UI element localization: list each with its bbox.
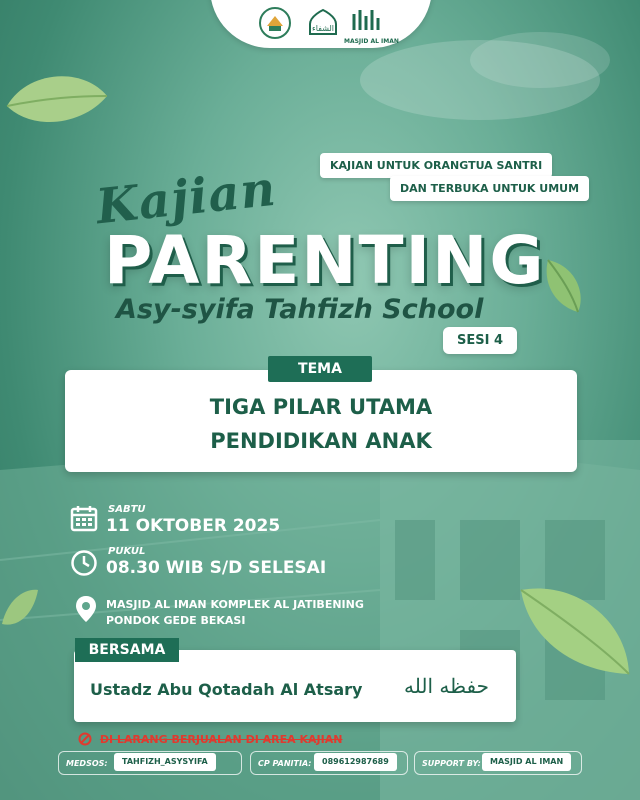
logo-bar bbox=[210, 0, 432, 48]
speaker-name: Ustadz Abu Qotadah Al Atsary bbox=[90, 680, 363, 699]
theme-line-1: TIGA PILAR UTAMA bbox=[209, 395, 433, 419]
masjid-icon bbox=[348, 4, 382, 38]
theme-box bbox=[65, 370, 577, 472]
notice-text: DI LARANG BERJUALAN DI AREA KAJIAN bbox=[99, 733, 343, 746]
crest-icon bbox=[258, 6, 292, 40]
speaker-label: BERSAMA bbox=[75, 638, 179, 662]
notice bbox=[78, 732, 342, 746]
speaker-honorific: حفظه الله bbox=[404, 674, 489, 698]
contact-label: CP PANITIA: bbox=[258, 759, 312, 768]
leaf-icon bbox=[515, 580, 635, 680]
school-subtitle: Asy-syifa Tahfizh School bbox=[116, 294, 484, 325]
script-title: Kajian bbox=[93, 160, 279, 236]
time-label: PUKUL bbox=[108, 546, 146, 557]
leaf-icon bbox=[2, 66, 112, 136]
audience-tag-2: DAN TERBUKA UNTUK UMUM bbox=[390, 176, 589, 201]
support-label: SUPPORT BY: bbox=[422, 759, 481, 768]
main-title: PARENTING bbox=[104, 222, 546, 299]
day-label: SABTU bbox=[108, 504, 146, 515]
mosque-dome-icon bbox=[306, 6, 340, 40]
session-badge: SESI 4 bbox=[443, 327, 517, 354]
leaf-icon bbox=[0, 584, 40, 634]
leaf-icon bbox=[540, 254, 588, 316]
location-line-1: MASJID AL IMAN KOMPLEK AL JATIBENING bbox=[106, 598, 364, 611]
prohibited-icon bbox=[78, 732, 92, 746]
svg-text:الشفاء: الشفاء bbox=[311, 24, 335, 33]
theme-line-2: PENDIDIKAN ANAK bbox=[210, 429, 432, 453]
medsos-label: MEDSOS: bbox=[66, 759, 108, 768]
medsos-value: TAHFIZH_ASYSYIFA bbox=[114, 753, 216, 771]
event-time: 08.30 WIB S/D SELESAI bbox=[106, 558, 327, 578]
masjid-logo-caption: MASJID AL IMAN bbox=[344, 38, 399, 45]
contact-value: 089612987689 bbox=[314, 753, 397, 771]
support-value: MASJID AL IMAN bbox=[482, 753, 571, 771]
event-date: 11 OKTOBER 2025 bbox=[106, 516, 281, 536]
calendar-icon bbox=[70, 504, 98, 532]
location-line-2: PONDOK GEDE BEKASI bbox=[106, 614, 246, 627]
theme-label: TEMA bbox=[268, 356, 372, 382]
location-pin-icon bbox=[74, 594, 98, 624]
clock-icon bbox=[70, 549, 98, 577]
audience-tag-1: KAJIAN UNTUK ORANGTUA SANTRI bbox=[320, 153, 552, 178]
